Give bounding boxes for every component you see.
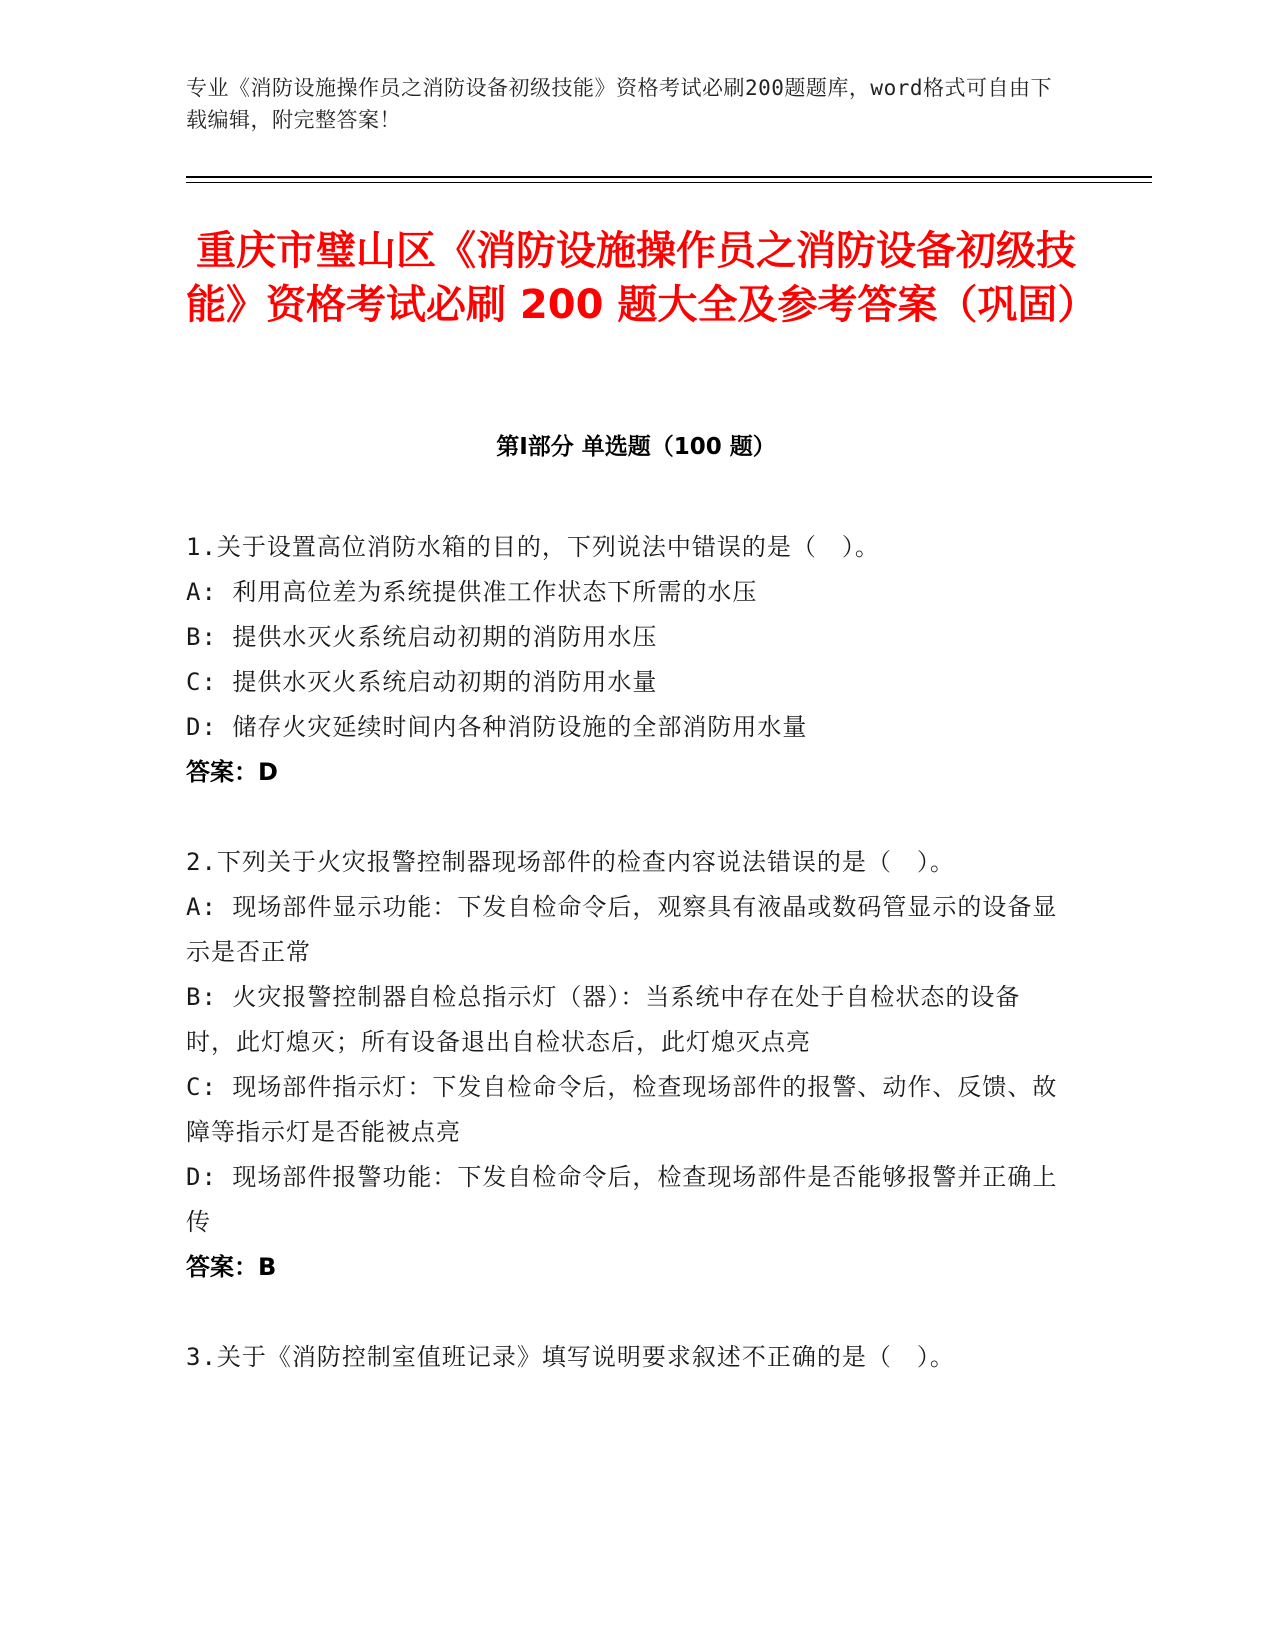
option-d: D: 储存火灾延续时间内各种消防设施的全部消防用水量 [186,713,808,741]
header-divider-thick [186,176,1152,178]
option-d: D: 现场部件报警功能：下发自检命令后，检查现场部件是否能够报警并正确上传 [186,1163,1058,1236]
question-list [186,525,1066,1425]
question-2 [186,840,1066,1290]
answer-label: 答案：B [186,1253,277,1281]
question-stem: 1.关于设置高位消防水箱的目的，下列说法中错误的是（ ）。 [186,533,880,561]
option-a: A: 现场部件显示功能：下发自检命令后，观察具有液晶或数码管显示的设备显示是否正常 [186,893,1058,966]
section-heading: 第Ⅰ部分 单选题（100 题） [496,434,776,460]
question-stem: 3.关于《消防控制室值班记录》填写说明要求叙述不正确的是（ ）。 [186,1343,955,1371]
answer-label: 答案：D [186,758,278,786]
option-c: C: 现场部件指示灯：下发自检命令后，检查现场部件的报警、动作、反馈、故障等指示灯是否能被点亮 [186,1073,1058,1146]
option-c: C: 提供水灭火系统启动初期的消防用水量 [186,668,658,696]
option-b: B: 提供水灭火系统启动初期的消防用水压 [186,623,658,651]
document-title: 重庆市璧山区《消防设施操作员之消防设备初级技能》资格考试必刷 200 题大全及参考答案（巩固） [186,228,1098,328]
option-a: A: 利用高位差为系统提供准工作状态下所需的水压 [186,578,758,606]
question-3 [186,1335,1066,1380]
question-stem: 2.下列关于火灾报警控制器现场部件的检查内容说法错误的是（ ）。 [186,848,955,876]
option-b: B: 火灾报警控制器自检总指示灯（器）：当系统中存在处于自检状态的设备时，此灯熄灭；所有设备退出自检状态后，此灯熄灭点亮 [186,983,1021,1056]
header-note: 专业《消防设施操作员之消防设备初级技能》资格考试必刷200题题库，word格式可自由下载编辑，附完整答案！ [186,76,1052,132]
header-divider-thin [186,182,1152,183]
question-1 [186,525,1066,795]
